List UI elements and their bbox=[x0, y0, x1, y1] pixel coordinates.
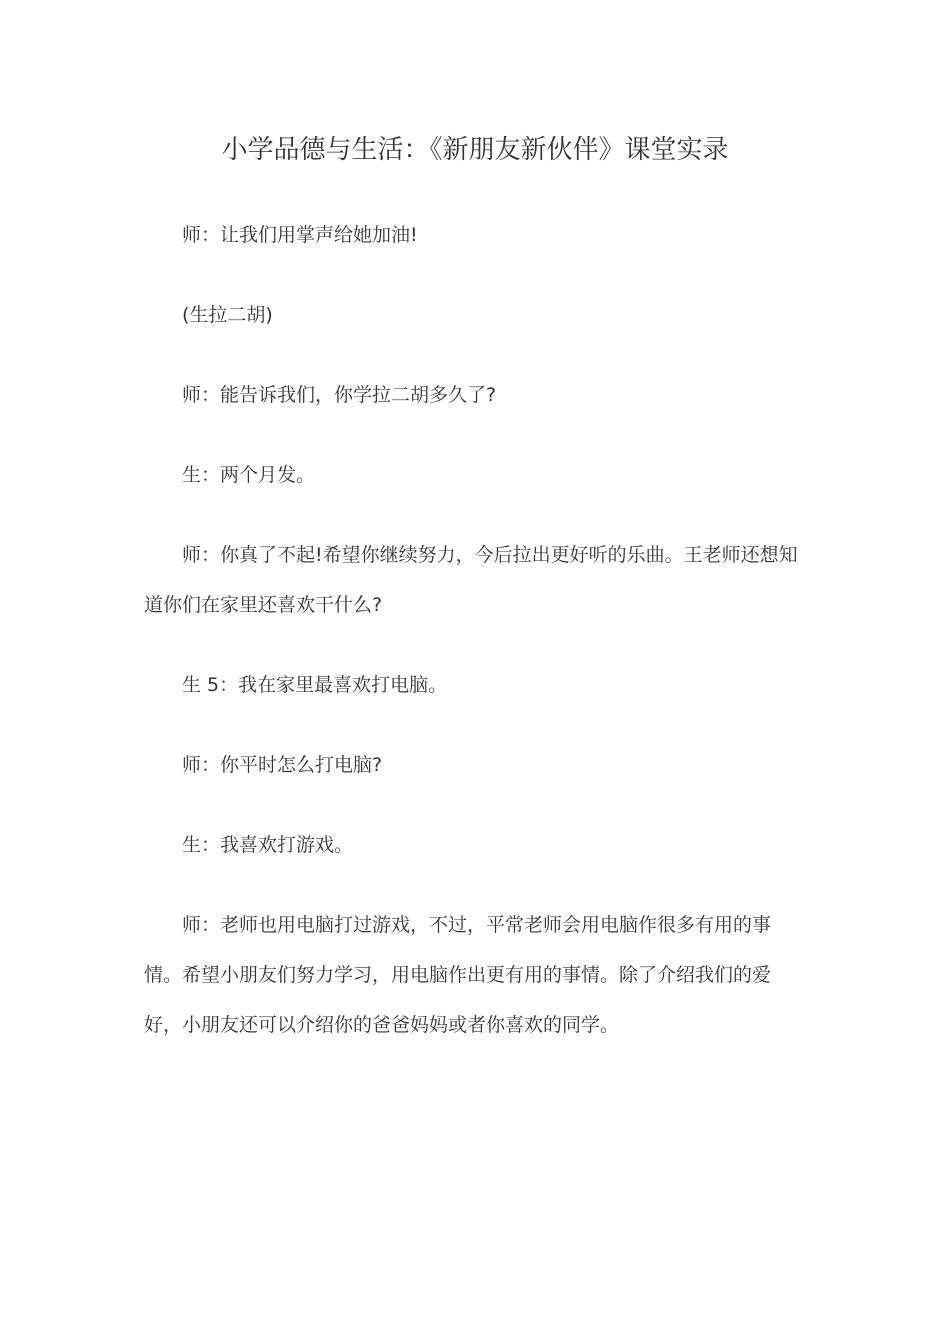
paragraph: 师：能告诉我们，你学拉二胡多久了? bbox=[182, 384, 497, 406]
document-body bbox=[144, 210, 806, 1080]
document-title: 小学品德与生活：《新朋友新伙伴》课堂实录 bbox=[221, 135, 729, 165]
paragraph: 生：我喜欢打游戏。 bbox=[182, 834, 354, 856]
paragraph: 师：你平时怎么打电脑? bbox=[182, 754, 383, 776]
paragraph: 师：你真了不起!希望你继续努力，今后拉出更好听的乐曲。王老师还想知道你们在家里还喜欢干什么? bbox=[144, 544, 798, 616]
paragraph: 生：两个月发。 bbox=[182, 464, 316, 486]
paragraph: 生 5：我在家里最喜欢打电脑。 bbox=[182, 674, 448, 696]
paragraph: (生拉二胡) bbox=[182, 304, 273, 326]
paragraph: 师：让我们用掌声给她加油! bbox=[182, 224, 418, 246]
paragraph: 师：老师也用电脑打过游戏，不过，平常老师会用电脑作很多有用的事情。希望小朋友们努力学习，用电脑作出更有用的事情。除了介绍我们的爱好，小朋友还可以介绍你的爸爸妈妈或者你喜欢的同学。 bbox=[144, 914, 772, 1036]
